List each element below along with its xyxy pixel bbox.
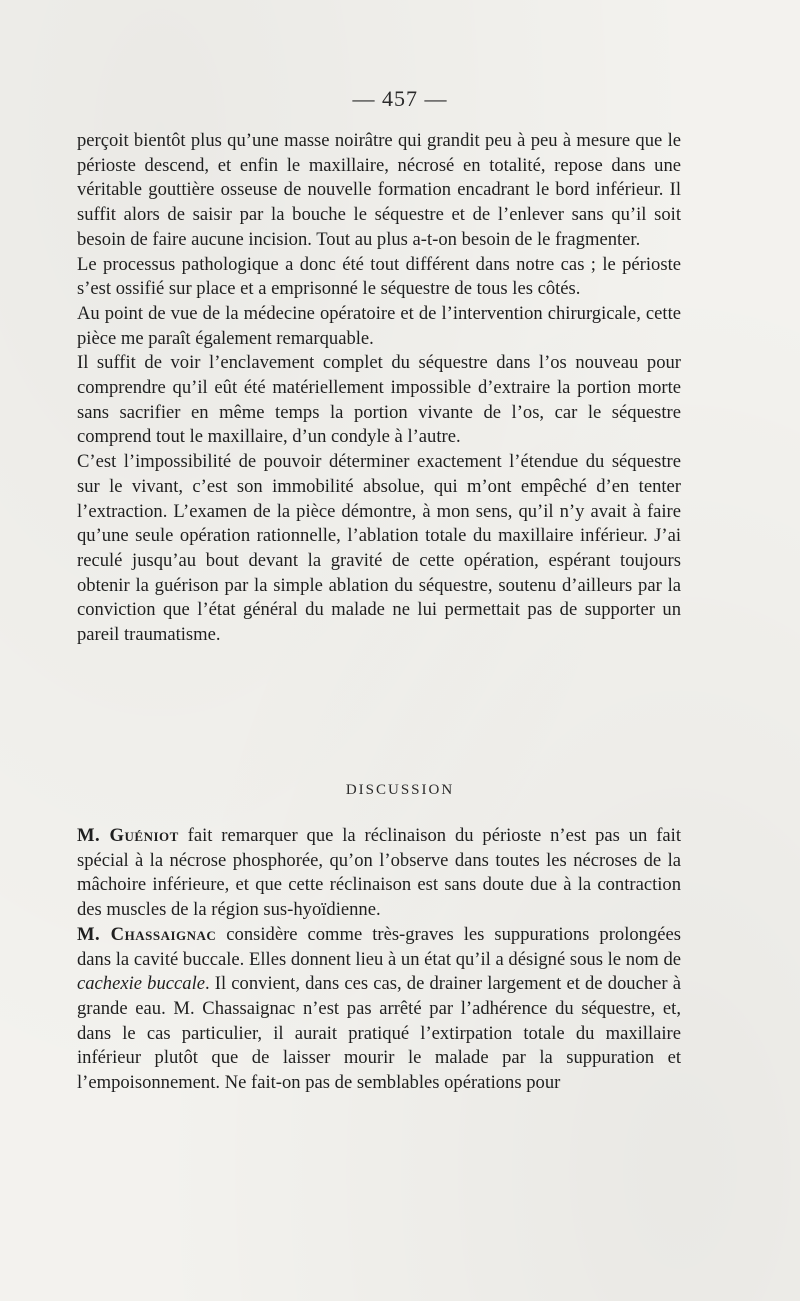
page-number: — 457 —	[352, 86, 448, 111]
paragraph-sequestrum-enclosure: Il suffit de voir l’enclavement complet du séquestre dans l’os nouveau pour comprendre qu’il eût été matériellement impossible d’extraire la portion morte sans sacrifier en même temps la portion vivante de l’os, car le séquestre comprend tout le maxillaire, d’un condyle à l’autre.	[77, 352, 681, 448]
case-report-body	[77, 129, 681, 648]
paragraph-operative-medicine: Au point de vue de la médecine opératoire et de l’intervention chirurgicale, cette pièce me paraît également remarquable.	[77, 302, 681, 349]
paragraph-continuation: perçoit bientôt plus qu’une masse noirâtre qui grandit peu à peu à mesure que le périoste descend, et enfin le maxillaire, nécrosé en totalité, repose dans une véritable gouttière osseuse de nouvelle formation encadrant le bord inférieur. Il suffit alors de saisir par la bouche le séquestre et de l’enlever sans qu’il soit besoin de faire aucune incision. Tout au plus a-t-on besoin de le fragmenter.	[77, 130, 681, 250]
discussion-entry-chassaignac	[77, 923, 681, 1096]
discussion-remark-continued: . Il convient, dans ces cas, de drainer largement et de doucher à grande eau. M. Chassaignac n’est pas arrêté par l’adhérence du séquestre, et, dans le cas particulier, il aurait pratiqué l’extirpation totale du maxillaire inférieur plutôt que de laisser mourir le malade par la suppuration et l’empoisonnement. Ne fait-on pas de semblables opérations pour	[77, 973, 681, 1094]
discussion-remark: fait remarquer que la réclinaison du périoste n’est pas un fait spécial à la nécrose phosphorée, qu’on l’observe dans toutes les nécroses de la mâchoire inférieure, et que cette réclinaison est sans doute due à la contraction des muscles de la région sus-hyoïdienne.	[77, 825, 681, 921]
speaker-name: M. Guéniot	[77, 825, 179, 846]
discussion-remark: considère comme très-graves les suppurations prolongées dans la cavité buccale. Elles donnent lieu à un état qu’il a désigné sous le nom de	[77, 923, 681, 970]
discussion-heading: DISCUSSION	[345, 782, 455, 798]
speaker-name: M. Chassaignac	[77, 923, 217, 945]
discussion-body	[77, 824, 681, 1096]
discussion-entry-gueniot	[77, 824, 681, 923]
paragraph-pathological-process: Le processus pathologique a donc été tout différent dans notre cas ; le périoste s’est ossifié sur place et a emprisonné le séquestre de tous les côtés.	[77, 253, 681, 300]
paragraph-impossibility: C’est l’impossibilité de pouvoir déterminer exactement l’étendue du séquestre sur le vivant, c’est son immobilité absolue, qui m’ont empêché d’en tenter l’extraction. L’examen de la pièce démontre, à mon sens, qu’il n’y avait à faire qu’une seule opération rationnelle, l’ablation totale du maxillaire inférieur. J’ai reculé jusqu’au bout devant la gravité de cette opération, espérant toujours obtenir la guérison par la simple ablation du séquestre, soutenu d’ailleurs par la conviction que l’état général du malade ne lui permettait pas de supporter un pareil traumatisme.	[77, 451, 681, 646]
emphasized-term: cachexie buccale	[77, 973, 205, 995]
